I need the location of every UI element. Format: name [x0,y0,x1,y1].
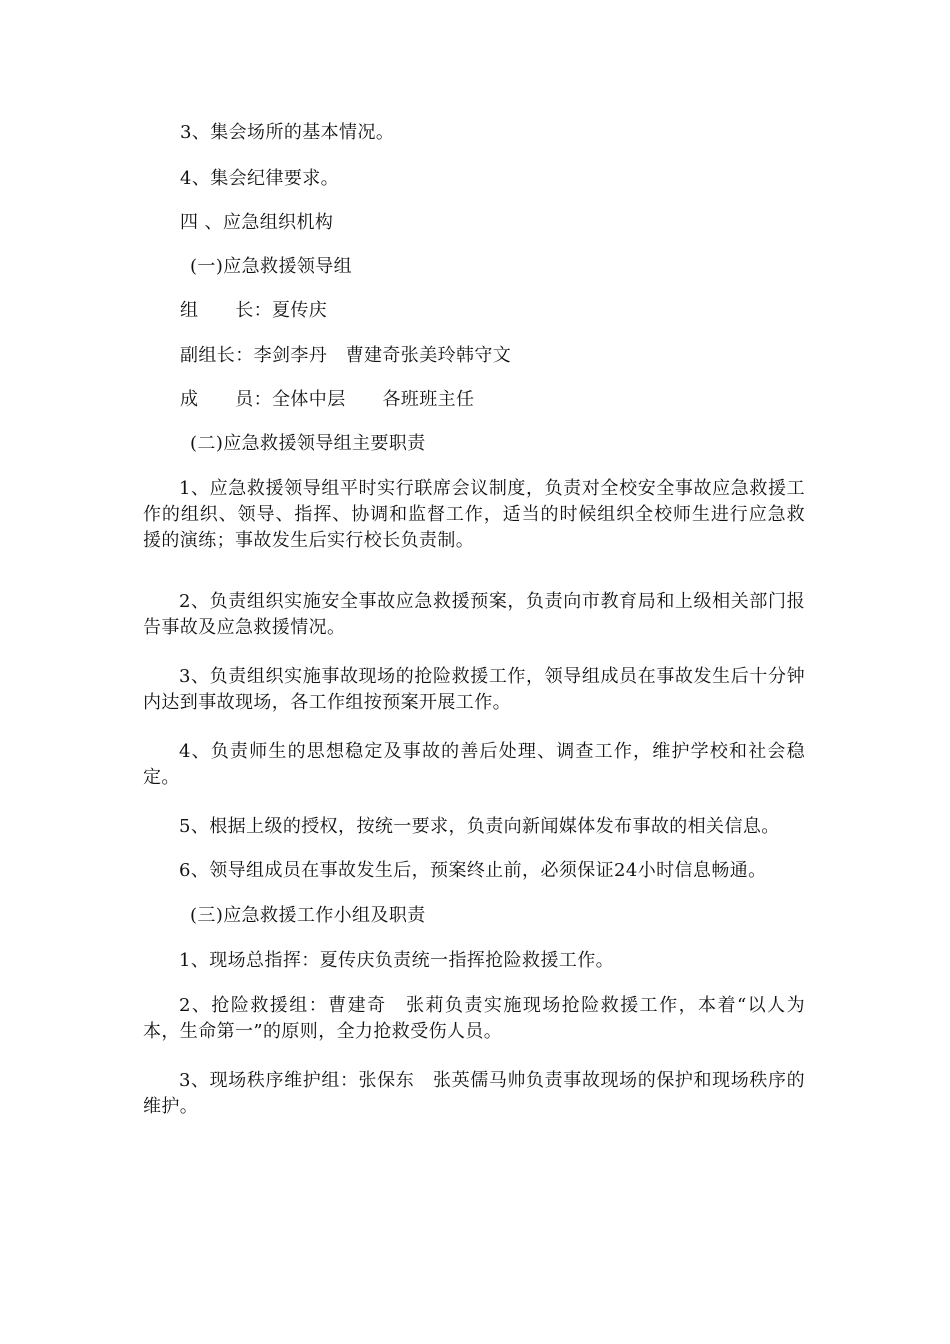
leader-line: 组 长：夏传庆 [180,300,328,321]
item-meeting-discipline: 4、集会纪律要求。 [180,168,340,189]
duty-paragraph: 5、根据上级的授权，按统一要求，负责向新闻媒体发布事故的相关信息。 [179,816,780,837]
team-paragraph: 2、抢险救援组：曹建奇 张莉负责实施现场抢险救援工作，本着“以人为本，生命第一”的原则，全力抢救受伤人员。 [143,995,805,1042]
duty-paragraph: 1、应急救援领导组平时实行联席会议制度，负责对全校安全事故应急救援工作的组织、领导、指挥、协调和监督工作，适当的时候组织全校师生进行应急救援的演练；事故发生后实行校长负责制。 [143,478,805,551]
subsection-title-work-teams: (三)应急救援工作小组及职责 [190,905,426,926]
subsection-title-leadership-group: (一)应急救援领导组 [190,256,353,277]
subsection-title-leadership-duties: (二)应急救援领导组主要职责 [190,433,426,454]
duty-paragraph: 6、领导组成员在事故发生后，预案终止前，必须保证24小时信息畅通。 [179,860,767,881]
duty-paragraph: 3、负责组织实施事故现场的抢险救援工作，领导组成员在事故发生后十分钟内达到事故现场，各工作组按预案开展工作。 [143,666,805,713]
team-paragraph: 3、现场秩序维护组：张保东 张英儒马帅负责事故现场的保护和现场秩序的维护。 [143,1070,805,1117]
section-title-emergency-organization: 四 、应急组织机构 [180,212,334,233]
team-paragraph: 1、现场总指挥：夏传庆负责统一指挥抢险救援工作。 [179,950,615,971]
members-line: 成 员：全体中层 各班班主任 [180,389,475,410]
deputy-leader-line: 副组长：李剑李丹 曹建奇张美玲韩守文 [180,345,512,366]
duty-paragraph: 4、负责师生的思想稳定及事故的善后处理、调查工作，维护学校和社会稳定。 [143,741,805,788]
item-venue-info: 3、集会场所的基本情况。 [180,122,395,143]
duty-paragraph: 2、负责组织实施安全事故应急救援预案，负责向市教育局和上级相关部门报告事故及应急救援情况。 [143,591,805,638]
